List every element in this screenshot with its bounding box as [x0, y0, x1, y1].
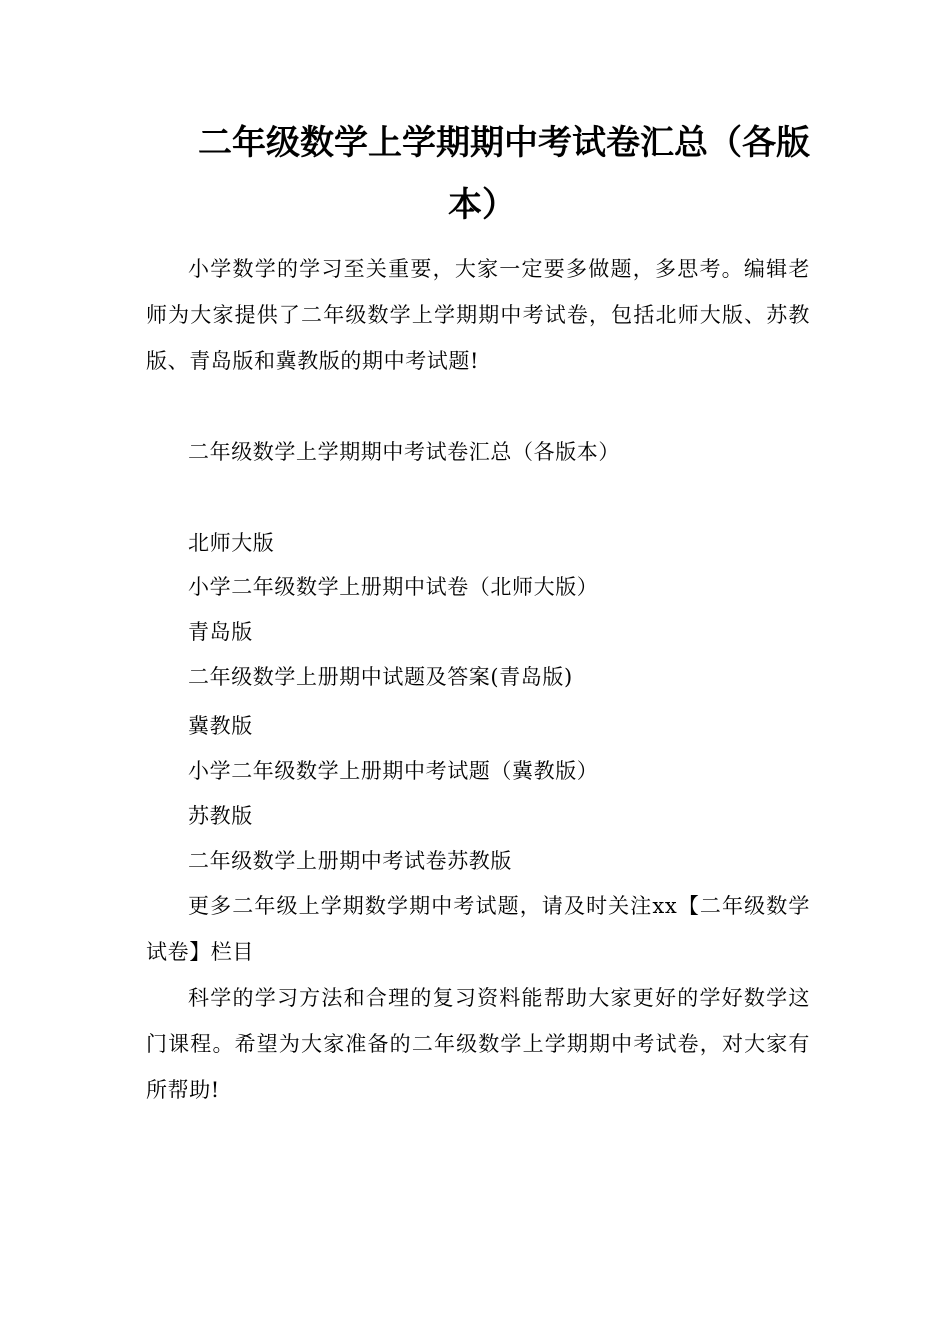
closing-paragraph: 科学的学习方法和合理的复习资料能帮助大家更好的学好数学这门课程。希望为大家准备的二年级数学上学期期中考试卷，对大家有所帮助!: [146, 986, 810, 1102]
item-jijiao-exam: 小学二年级数学上册期中考试题（冀教版）: [188, 759, 599, 783]
subtitle: 二年级数学上学期期中考试卷汇总（各版本）: [188, 440, 620, 464]
item-sujiao-exam: 二年级数学上册期中考试卷苏教版: [188, 849, 512, 873]
item-beishida-exam: 小学二年级数学上册期中试卷（北师大版）: [188, 575, 599, 599]
title-line-1: 二年级数学上学期期中考试卷汇总（各版: [198, 123, 810, 163]
section-jijiao: 冀教版: [188, 714, 253, 738]
more-paragraph: 更多二年级上学期数学期中考试题，请及时关注xx【二年级数学试卷】栏目: [146, 894, 810, 964]
item-qingdao-exam: 二年级数学上册期中试题及答案(青岛版): [188, 665, 573, 689]
section-sujiao: 苏教版: [188, 804, 253, 828]
section-beishida: 北师大版: [188, 531, 275, 555]
intro-paragraph: 小学数学的学习至关重要，大家一定要多做题，多思考。编辑老师为大家提供了二年级数学上学期期中考试卷，包括北师大版、苏教版、青岛版和冀教版的期中考试题!: [146, 257, 810, 373]
document-title: [148, 112, 810, 236]
title-line-2: 本）: [448, 185, 516, 225]
section-qingdao: 青岛版: [188, 620, 253, 644]
